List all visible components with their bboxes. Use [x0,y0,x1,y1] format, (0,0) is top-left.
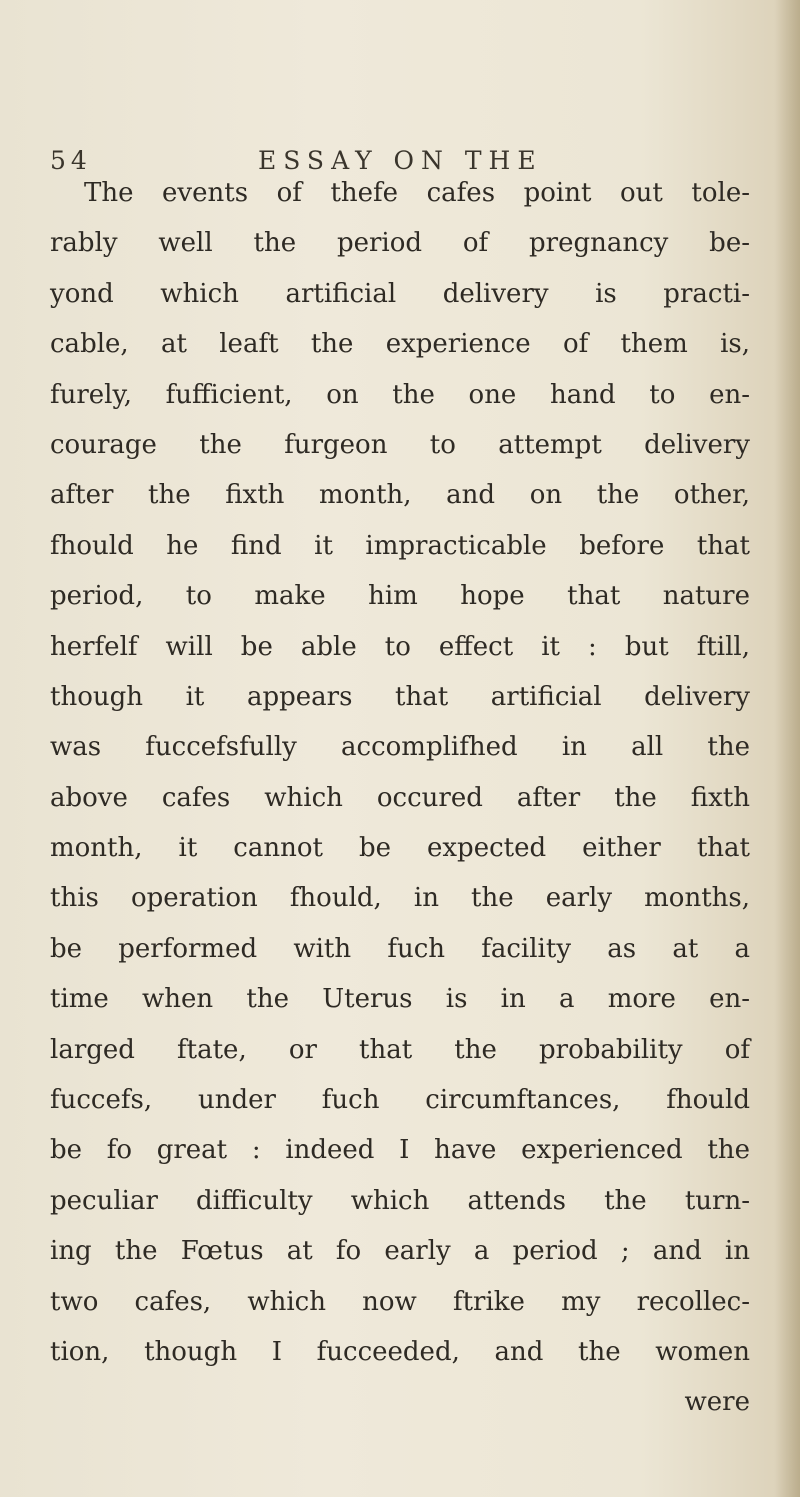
text-line: tion, though I fucceeded, and the women [50,1336,750,1367]
text-line: rably well the period of pregnancy be- [50,228,750,259]
page-edge-shadow [774,0,800,1497]
text-line: The events of thefe cafes point out tole- [84,178,750,208]
page-number: 54 [50,146,92,175]
text-line: larged ftate, or that the probability of [50,1034,750,1065]
text-line: was fuccefsfully accomplifhed in all the [50,732,750,763]
text-line: fuccefs, under fuch circumftances, fhould [50,1085,750,1116]
catchword: were [684,1387,750,1418]
text-line: fhould he find it impracticable before that [50,530,750,561]
text-line: ing the Fœtus at fo early a period ; and in [50,1236,750,1267]
text-line: time when the Uterus is in a more en- [50,984,750,1015]
text-line: after the fixth month, and on the other, [50,480,750,511]
text-line: above cafes which occured after the fixth [50,782,750,813]
text-line: cable, at leaft the experience of them is, [50,329,750,360]
text-line: yond which artificial delivery is practi- [50,278,750,309]
text-line: peculiar difficulty which attends the turn- [50,1185,750,1216]
text-line: month, it cannot be expected either that [50,833,750,864]
running-title: ESSAY ON THE [258,146,543,175]
text-line: furely, fufficient, on the one hand to en- [50,379,750,410]
body-text [50,168,750,1428]
text-line: be performed with fuch facility as at a [50,933,750,964]
text-line: courage the furgeon to attempt delivery [50,429,750,460]
text-line: two cafes, which now ftrike my recollec- [50,1286,750,1317]
text-line: herfelf will be able to effect it : but ftill, [50,631,750,662]
text-line: period, to make him hope that nature [50,581,750,612]
text-line: though it appears that artificial delivery [50,681,750,712]
text-line: be fo great : indeed I have experienced the [50,1135,750,1166]
text-line: this operation fhould, in the early months, [50,883,750,914]
